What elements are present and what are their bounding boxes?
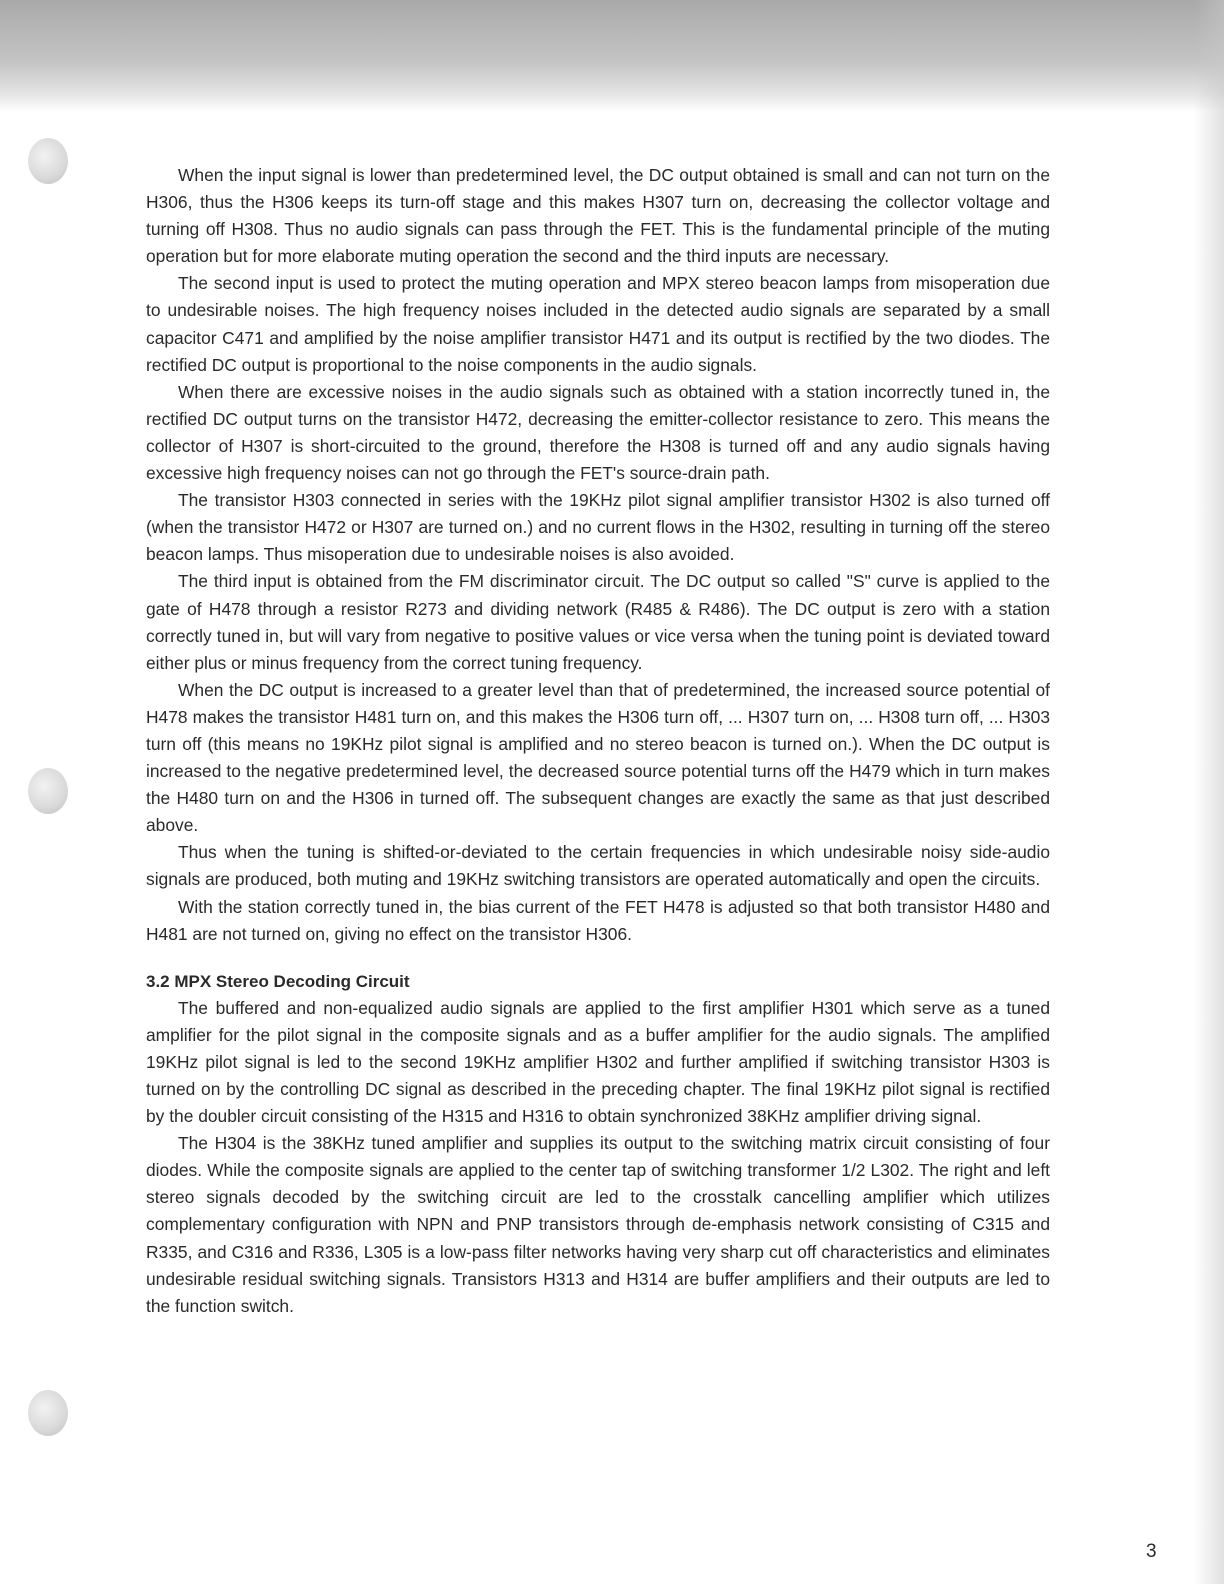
scan-right-shadow (1194, 0, 1224, 1584)
paragraph-buffered-audio: The buffered and non-equalized audio signals are applied to the first amplifier H301 which serve as a tuned amplifier for the pilot signal in the composite signals and as a buffer amplifier for the audio signals. The amplified 19KHz pilot signal is led to the second 19KHz amplifier H302 and further amplified if switching transistor H303 is turned on by the controlling DC signal as described in the preceding chapter. The final 19KHz pilot signal is rectified by the doubler circuit consisting of the H315 and H316 to obtain synchronized 38KHz amplifier driving signal. (146, 997, 1050, 1127)
paragraph-second-input: The second input is used to protect the muting operation and MPX stereo beacon lamps from misoperation due to undesirable noises. The high frequency noises included in the detected audio signals are separated by a small capacitor C471 and amplified by the noise amplifier transistor H471 and its output is rectified by the two diodes. The rectified DC output is proportional to the noise components in the audio signals. (146, 273, 1050, 375)
paragraph-muting-principle: When the input signal is lower than predetermined level, the DC output obtained is small and can not turn on the H306, thus the H306 keeps its turn-off stage and this makes H307 turn on, decreasing the collector voltage and turning off H308. Thus no audio signals can pass through the FET. This is the fundamental principle of the muting operation but for more elaborate muting operation the second and the third inputs are necessary. (146, 165, 1050, 267)
paragraph-bias-current: With the station correctly tuned in, the bias current of the FET H478 is adjusted so that both transistor H480 and H481 are not turned on, giving no effect on the transistor H306. (146, 896, 1050, 944)
binder-hole-top (28, 138, 68, 184)
paragraph-excessive-noise: When there are excessive noises in the audio signals such as obtained with a station incorrectly tuned in, the rectified DC output turns on the transistor H472, decreasing the emitter-collector resistance to zero. This means the collector of H307 is short-circuited to the ground, therefore the H308 is turned off and any audio signals having excessive high frequency noises can not go through the FET's source-drain path. (146, 381, 1050, 484)
page-number: 3 (1146, 1541, 1157, 1562)
paragraph-38khz-amplifier: The H304 is the 38KHz tuned amplifier and supplies its output to the switching matrix circuit consisting of four diodes. While the composite signals are applied to the center tap of switching transformer 1/2 L302. The right and left stereo signals decoded by the switching circuit are led to the crosstalk cancelling amplifier which utilizes complementary configuration with NPN and PNP transistors through de-emphasis network consisting of C315 and R335, and C316 and R336, L305 is a low-pass filter networks having very sharp cut off characteristics and eliminates undesirable residual switching signals. Transistors H313 and H314 are buffer amplifiers and their outputs are led to the function switch. (146, 1133, 1050, 1316)
paragraph-third-input: The third input is obtained from the FM discriminator circuit. The DC output so called "S" curve is applied to the gate of H478 through a resistor R273 and dividing network (R485 & R486). The DC output is zero with a station correctly tuned in, but will vary from negative to positive values or vice versa when the tuning point is deviated toward either plus or minus frequency from the correct tuning frequency. (146, 571, 1050, 673)
binder-hole-middle (28, 768, 68, 814)
scan-top-shadow (0, 0, 1224, 112)
paragraph-tuning-shift: Thus when the tuning is shifted-or-deviated to the certain frequencies in which undesirable noisy side-audio signals are produced, both muting and 19KHz switching transistors are operated automatically and open the circuits. (146, 842, 1050, 890)
section-heading: 3.2 MPX Stereo Decoding Circuit (146, 971, 410, 991)
paragraph-h303-series: The transistor H303 connected in series with the 19KHz pilot signal amplifier transistor H302 is also turned off (when the transistor H472 or H307 are turned on.) and no current flows in the H302, resulting in turning off the stereo beacon lamps. Thus misoperation due to undesirable noises is also avoided. (146, 490, 1050, 565)
binder-hole-bottom (28, 1390, 68, 1436)
paragraph-dc-output-increase: When the DC output is increased to a greater level than that of predetermined, the increased source potential of H478 makes the transistor H481 turn on, and this makes the H306 turn off, ... H307 turn on, ... H308 turn off, ... H303 turn off (this means no 19KHz pilot signal is amplified and no stereo beacon is turned on.). When the DC output is increased to the negative predetermined level, the decreased source potential turns off the H479 which in turn makes the H480 turn on and the H306 in turned off. The subsequent changes are exactly the same as that just described above. (146, 679, 1050, 836)
page-body (146, 162, 1050, 1320)
